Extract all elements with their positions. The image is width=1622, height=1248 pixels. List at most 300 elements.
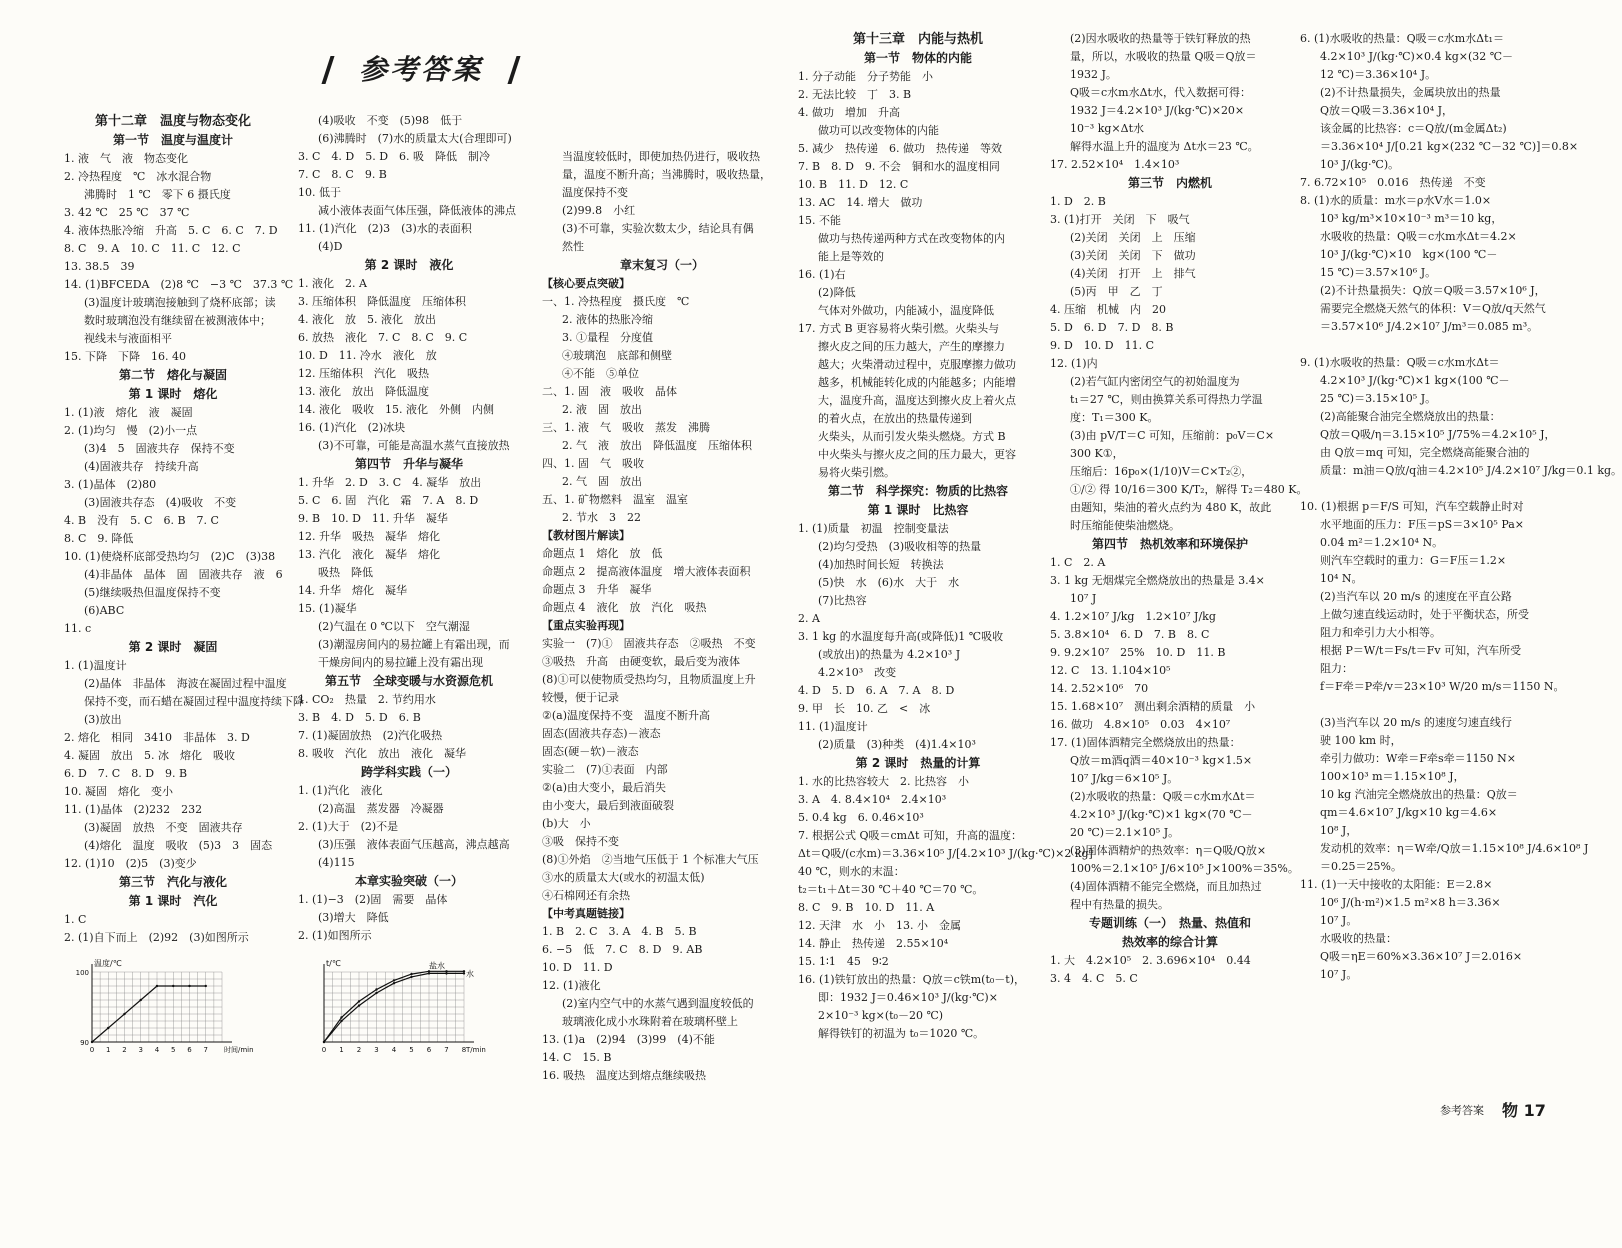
answer-line: 2. 冷热程度 ℃ 冰水混合物: [64, 170, 212, 183]
answer-line: 命题点 3 升华 凝华: [542, 583, 652, 596]
answer-line: 10⁴ N。: [1320, 572, 1363, 585]
answer-line: (b)大 小: [542, 817, 591, 830]
answer-line: 5. 3.8×10⁴ 6. D 7. B 8. C: [1050, 628, 1210, 641]
data-point: [140, 999, 142, 1001]
answer-line: ①/② 得 10/16＝300 K/T₂，解得 T₂＝480 K。: [1070, 483, 1308, 496]
answer-line: (7)比热容: [818, 594, 867, 607]
answer-line: 17. (1)固体酒精完全燃烧放出的热量：: [1050, 736, 1241, 749]
answer-line: 4.2×10³ J/(kg·℃)×1 kg×(70 ℃－: [1070, 808, 1253, 821]
data-point: [107, 1027, 109, 1029]
answer-line: 解得铁钉的初温为 t₀＝1020 ℃。: [818, 1027, 985, 1040]
answer-line: 7. C 8. C 9. B: [298, 168, 387, 181]
subsection-label: 【教材图片解读】: [542, 529, 630, 542]
answer-line: 2. 气 液 放出 降低温度 压缩体积: [562, 439, 752, 452]
answer-line: 9. 甲 长 10. 乙 < 冰: [798, 702, 931, 715]
answer-line: 1. (1)温度计: [64, 659, 127, 672]
section-heading: 第二节 科学探究：物质的比热容: [827, 484, 1008, 498]
answer-line: (4)固体酒精不能完全燃烧，而且加热过: [1070, 880, 1262, 893]
answer-line: ＝3.57×10⁶ J/4.2×10⁷ J/m³＝0.085 m³。: [1320, 320, 1539, 333]
answer-line: 然性: [562, 240, 584, 253]
y-tick-label: 100: [75, 969, 89, 977]
answer-line: 100×10³ m＝1.15×10⁸ J，: [1320, 770, 1465, 783]
x-tick-label: 2: [356, 1046, 362, 1054]
column-1: [64, 0, 304, 1248]
answer-line: 量，温度不断升高；当沸腾时，吸收热量，: [562, 168, 771, 181]
answer-line: [1300, 480, 1540, 498]
answer-line: 13. 38.5 39: [64, 260, 135, 273]
answer-line: 中火柴头与擦火皮之间的压力最大，更容: [818, 448, 1016, 461]
answer-line: 擦火皮之间的压力越大，产生的摩擦力: [818, 340, 1005, 353]
answer-line: (4)D: [318, 240, 343, 253]
answer-line: 玻璃液化成小水珠附着在玻璃杯壁上: [562, 1015, 738, 1028]
answer-line: (4)关闭 打开 上 排气: [1070, 267, 1196, 280]
answer-line: f＝F牵＝P牵/v＝23×10³ W/20 m/s＝1150 N。: [1320, 680, 1565, 693]
answer-line: 300 K①，: [1070, 447, 1124, 460]
answer-line: 气体对外做功，内能减小，温度降低: [818, 304, 994, 317]
x-tick-label: 5: [409, 1046, 414, 1054]
answer-line: ③吸 保持不变: [542, 835, 619, 848]
x-axis-label: T/min: [466, 1046, 486, 1054]
answer-line: (2)晶体 非晶体 海波在凝固过程中温度: [84, 677, 287, 690]
answer-line: ②(a)温度保持不变 温度不断升高: [542, 709, 711, 722]
answer-line: 14. 静止 热传递 2.55×10⁴: [798, 937, 949, 950]
x-tick-label: 8: [461, 1046, 467, 1054]
section-heading: 跨学科实践（一）: [360, 765, 457, 779]
answer-line: 10³ J/(kg·℃)。: [1320, 158, 1400, 171]
answer-line: 干燥房间内的易拉罐上没有霜出现: [318, 656, 483, 669]
data-point: [91, 1041, 93, 1043]
data-point: [323, 1041, 325, 1043]
x-tick-label: 6: [426, 1046, 432, 1054]
x-tick-label: 6: [187, 1046, 192, 1054]
answer-line: (8)①外焰 ②当地气压低于 1 个标准大气压: [542, 853, 759, 866]
data-point: [393, 979, 395, 981]
answer-line: (5)丙 甲 乙 丁: [1070, 285, 1163, 298]
answer-line: 1. C 2. A: [1050, 556, 1106, 569]
data-point: [445, 972, 447, 974]
answer-line: 12. (1)内: [1050, 357, 1098, 370]
answer-line: Q吸＝ηE＝60%×3.36×10⁷ J＝2.016×: [1320, 950, 1523, 963]
answer-line: (6)ABC: [84, 604, 125, 617]
answer-line: 1. D 2. B: [1050, 195, 1106, 208]
answer-line: 6. −5 低 7. C 8. D 9. AB: [542, 943, 703, 956]
answer-line: 1. (1)液 熔化 液 凝固: [64, 406, 193, 419]
answer-line: (2)水吸收的热量：Q吸＝c水m水Δt＝: [1070, 790, 1256, 803]
x-tick-label: 1: [339, 1046, 344, 1054]
x-tick-label: 0: [89, 1046, 95, 1054]
answer-line: 3. 1 kg 的水温度每升高(或降低)1 ℃吸收: [798, 630, 1004, 643]
column-5: [1050, 0, 1308, 1166]
section-heading: 第一节 物体的内能: [863, 51, 972, 65]
answer-line: 12. C 13. 1.104×10⁵: [1050, 664, 1171, 677]
answer-line: (5)快 水 (6)水 大于 水: [818, 576, 960, 589]
answer-line: 7. 根据公式 Q吸＝cmΔt 可知，升高的温度：: [798, 829, 1022, 842]
answer-line: 100%＝2.1×10⁵ J/6×10⁵ J×100%＝35%。: [1070, 862, 1299, 875]
answer-line: 火柴头，从而引发火柴头燃烧。方式 B: [818, 430, 1006, 443]
answer-line: 10. D 11. D: [542, 961, 613, 974]
answer-line: (2)不计热量损失，金属块放出的热量: [1320, 86, 1501, 99]
answer-line: 2×10⁻³ kg×(t₀－20 ℃): [818, 1009, 944, 1022]
answer-line: 5. C 6. 固 汽化 霜 7. A 8. D: [298, 494, 479, 507]
answer-line: 10. D 11. 冷水 液化 放: [298, 349, 437, 362]
footer-label: 参考答案: [1440, 1104, 1484, 1117]
answer-line: Q放＝Q吸＝3.36×10⁴ J，: [1320, 104, 1454, 117]
answer-line: (3)不可靠，实验次数太少，结论具有偶: [562, 222, 754, 235]
answer-line: 10. (1)根据 p＝F/S 可知，汽车空载静止时对: [1300, 500, 1524, 513]
answer-line: 0.04 m²＝1.2×10⁴ N。: [1320, 536, 1444, 549]
answer-line: 2. 无法比较 丁 3. B: [798, 88, 912, 101]
chart-2-svg: [298, 956, 498, 1056]
answer-line: 视线未与液面相平: [84, 332, 172, 345]
answer-line: [542, 112, 782, 130]
answer-line: 1. 液 气 液 物态变化: [64, 152, 188, 165]
answer-line: 8. C 9. B 10. D 11. A: [798, 901, 935, 914]
answer-line: 10⁸ J，: [1320, 824, 1358, 837]
data-point: [375, 988, 377, 990]
answer-line: 6. D 7. C 8. D 9. B: [64, 767, 188, 780]
section-heading: 热效率的综合计算: [1121, 935, 1218, 949]
answer-line: ④不能 ⑤单位: [562, 367, 639, 380]
answer-line: 7. 6.72×10⁵ 0.016 热传递 不变: [1300, 176, 1486, 189]
answer-line: 12. 升华 吸热 凝华 熔化: [298, 530, 440, 543]
section-heading: 专题训练（一） 热量、热值和: [1088, 916, 1251, 930]
answer-line: 15. (1)凝华: [298, 602, 357, 615]
answer-line: (3)潮湿房间内的易拉罐上有霜出现，而: [318, 638, 510, 651]
answer-line: 1. 液化 2. A: [298, 277, 367, 290]
answer-line: 16. (1)右: [798, 268, 846, 281]
answer-line: 需要完全燃烧天然气的体积：V＝Q放/q天然气: [1320, 302, 1546, 315]
answer-line: 15. 不能: [798, 214, 841, 227]
answer-line: 8. 吸收 汽化 放出 液化 凝华: [298, 747, 466, 760]
answer-line: 阻力：: [1320, 662, 1353, 675]
answer-line: 1. B 2. C 3. A 4. B 5. B: [542, 925, 697, 938]
answer-line: Δt＝Q吸/(c水m)＝3.36×10⁵ J/[4.2×10³ J/(kg·℃)×2 kg]: [798, 847, 1093, 860]
answer-line: 命题点 2 提高液体温度 增大液体表面积: [542, 565, 751, 578]
answer-line: 1. C: [64, 913, 87, 926]
chapter-heading: 第十三章 内能与热机: [852, 32, 983, 47]
answer-line: 8. (1)水的质量：m水＝ρ水V水＝1.0×: [1300, 194, 1492, 207]
answer-line: 做功与热传递两种方式在改变物体的内: [818, 232, 1005, 245]
answer-line: (4)吸收 不变 (5)98 低于: [318, 114, 463, 127]
answer-line: 1932 J。: [1070, 68, 1117, 81]
answer-line: 10 kg 汽油完全燃烧放出的热量：Q放＝: [1320, 788, 1518, 801]
y-tick-label: 90: [80, 1039, 89, 1047]
subsection-label: 【核心要点突破】: [542, 277, 630, 290]
x-tick-label: 4: [391, 1046, 397, 1054]
answer-line: 10. B 11. D 12. C: [798, 178, 909, 191]
data-point: [428, 970, 430, 972]
answer-line: 水平地面的压力：F压＝pS＝3×10⁵ Pa×: [1320, 518, 1525, 531]
answer-line: 1. (1)−3 (2)固 需要 晶体: [298, 893, 448, 906]
answer-line: 4.2×10³ J/(kg·℃)×1 kg×(100 ℃－: [1320, 374, 1510, 387]
answer-line: ＝0.25＝25%。: [1320, 860, 1402, 873]
answer-line: 11. (1)温度计: [798, 720, 868, 733]
page-footer: [1440, 1098, 1590, 1122]
data-point: [340, 1020, 342, 1022]
section-heading: 第 2 课时 液化: [364, 258, 454, 272]
data-point: [358, 1000, 360, 1002]
answer-line: (2)若气缸内密闭空气的初始温度为: [1070, 375, 1240, 388]
answer-line: 4. B 没有 5. C 6. B 7. C: [64, 514, 219, 527]
answer-line: 该金属的比热容：c＝Q放/(m金属Δt₂): [1320, 122, 1507, 135]
answer-line: 2. A: [798, 612, 820, 625]
answer-line: 5. 减少 热传递 6. 做功 热传递 等效: [798, 142, 1002, 155]
answer-line: 4. 做功 增加 升高: [798, 106, 900, 119]
section-heading: 第 2 课时 凝固: [128, 640, 218, 654]
answer-line: 8. C 9. A 10. C 11. C 12. C: [64, 242, 241, 255]
answer-line: (2)高温 蒸发器 冷凝器: [318, 802, 444, 815]
data-point: [123, 1013, 125, 1015]
answer-line: 4. 凝固 放出 5. 冰 熔化 吸收: [64, 749, 235, 762]
answer-line: 10⁶ J/(h·m²)×1.5 m²×8 h＝3.36×: [1320, 896, 1501, 909]
x-tick-label: 7: [203, 1046, 208, 1054]
data-point: [340, 1016, 342, 1018]
answer-line: 3. C 4. D 5. D 6. 吸 降低 制冷: [298, 150, 491, 163]
answer-line: (4)115: [318, 856, 355, 869]
answer-line: 2. (1)如图所示: [298, 929, 372, 942]
answer-line: (2)当汽车以 20 m/s 的速度在平直公路: [1320, 590, 1512, 603]
answer-line: (3)增大 降低: [318, 911, 389, 924]
section-heading: 第五节 全球变暖与水资源危机: [324, 674, 493, 688]
answer-line: 保持不变，而石蜡在凝固过程中温度持续下降: [84, 695, 304, 708]
answer-line: (或放出)的热量为 4.2×10³ J: [818, 648, 961, 661]
x-tick-label: 0: [321, 1046, 327, 1054]
answer-line: 11. (1)汽化 (2)3 (3)水的表面积: [298, 222, 472, 235]
answer-line: 14. (1)BFCEDA (2)8 ℃ −3 ℃ 37.3 ℃: [64, 278, 294, 291]
answer-line: ③吸热 升高 由硬变软，最后变为液体: [542, 655, 740, 668]
answer-line: (2)质量 (3)种类 (4)1.4×10³: [818, 738, 976, 751]
answer-line: 13. (1)a (2)94 (3)99 (4)不能: [542, 1033, 715, 1046]
data-point: [463, 970, 465, 972]
column-3: [542, 0, 782, 1248]
data-point: [428, 972, 430, 974]
answer-line: 10⁷ J: [1070, 592, 1097, 605]
answer-line: [542, 130, 782, 148]
answer-line: (3)压强 液体表面气压越高，沸点越高: [318, 838, 510, 851]
section-heading: 第 1 课时 熔化: [128, 387, 218, 401]
answer-line: 10. 低于: [298, 186, 341, 199]
data-point: [463, 972, 465, 974]
answer-line: 量，所以，水吸收的热量 Q吸＝Q放＝: [1070, 50, 1257, 63]
column-6: [1300, 0, 1622, 1166]
answer-line: (3)当汽车以 20 m/s 的速度匀速直线行: [1320, 716, 1512, 729]
answer-line: 7. (1)凝固放热 (2)汽化吸热: [298, 729, 443, 742]
answer-line: 12. (1)10 (2)5 (3)变少: [64, 857, 197, 870]
answer-line: 2. (1)大于 (2)不是: [298, 820, 399, 833]
answer-line: 减小液体表面气体压强，降低液体的沸点: [318, 204, 516, 217]
answer-line: 当温度较低时，即使加热仍进行，吸收热: [562, 150, 760, 163]
answer-line: 3. 42 ℃ 25 ℃ 37 ℃: [64, 206, 190, 219]
answer-line: 固态(硬－软)－液态: [542, 745, 639, 758]
section-heading: 章末复习（一）: [619, 258, 704, 272]
answer-line: 12. 压缩体积 汽化 吸热: [298, 367, 429, 380]
section-heading: 第三节 汽化与液化: [118, 875, 227, 889]
answer-line: (2)室内空气中的水蒸气遇到温度较低的: [562, 997, 754, 1010]
answer-line: 1. 大 4.2×10⁵ 2. 3.696×10⁴ 0.44: [1050, 954, 1251, 967]
answer-line: (2)降低: [818, 286, 856, 299]
answer-line: (3)固体酒精炉的热效率：η＝Q吸/Q放×: [1070, 844, 1267, 857]
answer-line: 4. 液体热胀冷缩 升高 5. C 6. C 7. D: [64, 224, 278, 237]
answer-line: 11. (1)晶体 (2)232 232: [64, 803, 203, 816]
answer-line: t₂＝t₁＋Δt＝30 ℃＋40 ℃＝70 ℃。: [798, 883, 984, 896]
answer-line: 实验二 (7)①表面 内部: [542, 763, 668, 776]
answer-line: 2. 液体的热胀冷缩: [562, 313, 653, 326]
section-heading: 本章实验突破（一）: [354, 874, 463, 888]
answer-line: 一、1. 冷热程度 摄氏度 ℃: [542, 295, 690, 308]
answer-line: 三、1. 液 气 吸收 蒸发 沸腾: [542, 421, 710, 434]
answer-line: (6)沸腾时 (7)水的质量太大(合理即可): [318, 132, 512, 145]
answer-line: ＝3.36×10⁴ J/[0.21 kg×(232 ℃－32 ℃)]＝0.8×: [1320, 140, 1579, 153]
answer-line: qm＝4.6×10⁷ J/kg×10 kg＝4.6×: [1320, 806, 1498, 819]
section-heading: 第 2 课时 热量的计算: [855, 756, 981, 770]
series-label: 盐水: [429, 961, 445, 971]
chapter-heading: 第十二章 温度与物态变化: [94, 114, 251, 129]
answer-line: 度：T₁＝300 K。: [1070, 411, 1159, 424]
answer-line: ④石棉网还有余热: [542, 889, 630, 902]
answer-line: 3. 1 kg 无烟煤完全燃烧放出的热量是 3.4×: [1050, 574, 1265, 587]
data-point: [445, 970, 447, 972]
data-point: [393, 982, 395, 984]
answer-line: 易将火柴引燃。: [818, 466, 895, 479]
answer-line: ②(a)由大变小，最后消失: [542, 781, 667, 794]
answer-line: 16. 做功 4.8×10⁵ 0.03 4×10⁷: [1050, 718, 1231, 731]
answer-line: 实验一 (7)① 固液共存态 ②吸热 不变: [542, 637, 756, 650]
answer-line: 6. (1)水吸收的热量：Q吸＝c水m水Δt₁＝: [1300, 32, 1504, 45]
answer-line: (4)固液共存 持续升高: [84, 460, 199, 473]
subsection-label: 【重点实验再现】: [542, 619, 630, 632]
data-point: [205, 985, 207, 987]
answer-line: 则汽车空载时的重力：G＝F压＝1.2×: [1320, 554, 1507, 567]
answer-line: 4.2×10³ 改变: [818, 666, 897, 679]
answer-line: 1. 水的比热容较大 2. 比热容 小: [798, 775, 969, 788]
section-heading: 第 1 课时 比热容: [867, 503, 969, 517]
answer-line: 3. 4 4. C 5. C: [1050, 972, 1138, 985]
answer-line: (2)关闭 关闭 上 压缩: [1070, 231, 1196, 244]
answer-line: 水吸收的热量：Q吸＝c水m水Δt＝4.2×: [1320, 230, 1517, 243]
answer-line: (4)加热时间长短 转换法: [818, 558, 944, 571]
answer-line: (5)继续吸热但温度保持不变: [84, 586, 221, 599]
answer-line: 水吸收的热量：: [1320, 932, 1397, 945]
answer-line: 固态(固液共存态)－液态: [542, 727, 661, 740]
answer-line: 5. D 6. D 7. D 8. B: [1050, 321, 1174, 334]
answer-line: 14. 液化 吸收 15. 液化 外侧 内侧: [298, 403, 494, 416]
answer-line: 15. 下降 下降 16. 40: [64, 350, 186, 363]
answer-line: 2. (1)自下而上 (2)92 (3)如图所示: [64, 931, 249, 944]
answer-line: 压缩后：16p₀×(1/10)V＝C×T₂②，: [1070, 465, 1253, 478]
answer-line: 时压缩能使柴油燃烧。: [1070, 519, 1180, 532]
answer-line: 14. C 15. B: [542, 1051, 612, 1064]
answer-line: 12 ℃)＝3.36×10⁴ J。: [1320, 68, 1437, 81]
answer-line: 1932 J＝4.2×10³ J/(kg·℃)×20×: [1070, 104, 1245, 117]
section-heading: 第四节 热机效率和环境保护: [1091, 537, 1248, 551]
answer-line: 2. 熔化 相同 3410 非晶体 3. D: [64, 731, 250, 744]
answer-line: 1. 升华 2. D 3. C 4. 凝华 放出: [298, 476, 482, 489]
answer-line: [1300, 696, 1540, 714]
answer-line: 15. 1.68×10⁷ 测出剩余酒精的质量 小: [1050, 700, 1256, 713]
answer-line: 五、1. 矿物燃料 温室 温室: [542, 493, 688, 506]
answer-line: 3. (1)打开 关闭 下 吸气: [1050, 213, 1190, 226]
answer-line: 10³ J/(kg·℃)×10 kg×(100 ℃－: [1320, 248, 1498, 261]
answer-line: 16. (1)铁钉放出的热量：Q放＝c铁m(t₀－t)，: [798, 973, 1026, 986]
answer-line: 16. (1)汽化 (2)冰块: [298, 421, 406, 434]
answer-line: Q吸＝c水m水Δt水，代入数据可得：: [1070, 86, 1251, 99]
x-tick-label: 1: [106, 1046, 111, 1054]
answer-line: 即：1932 J＝0.46×10³ J/(kg·℃)×: [818, 991, 998, 1004]
answer-line: 阻力和牵引力大小相等。: [1320, 626, 1441, 639]
data-point: [410, 976, 412, 978]
section-heading: 第二节 熔化与凝固: [118, 368, 227, 382]
answer-line: 越大；火柴滑动过程中，克服摩擦力做功: [818, 358, 1016, 371]
answer-line: 7. B 8. D 9. 不会 铜和水的温度相同: [798, 160, 1000, 173]
answer-line: 3. 压缩体积 降低温度 压缩体积: [298, 295, 466, 308]
data-point: [156, 985, 158, 987]
x-axis-label: 时间/min: [224, 1046, 254, 1054]
chart-1-svg: [66, 956, 256, 1056]
section-heading: 第四节 升华与凝华: [354, 457, 463, 471]
answer-line: 9. 9.2×10⁷ 25% 10. D 11. B: [1050, 646, 1226, 659]
x-tick-label: 3: [138, 1046, 143, 1054]
x-tick-label: 4: [154, 1046, 160, 1054]
answer-line: 15. 1∶1 45 9∶2: [798, 955, 889, 968]
answer-line: (2)均匀受热 (3)吸收相等的热量: [818, 540, 982, 553]
answer-line: 2. 气 固 放出: [562, 475, 642, 488]
answer-line: 11. c: [64, 622, 92, 635]
answer-line: 2. 液 固 放出: [562, 403, 642, 416]
answer-line: (2)气温在 0 ℃以下 空气潮湿: [318, 620, 470, 633]
answer-line: 命题点 1 熔化 放 低: [542, 547, 663, 560]
answer-line: 二、1. 固 液 吸收 晶体: [542, 385, 677, 398]
answer-line: (8)①可以使物质受热均匀，且物质温度上升: [542, 673, 756, 686]
answer-line: 16. 吸热 温度达到熔点继续吸热: [542, 1069, 706, 1082]
section-heading: 第一节 温度与温度计: [112, 133, 233, 147]
data-point: [358, 1004, 360, 1006]
answer-line: 13. 汽化 液化 凝华 熔化: [298, 548, 440, 561]
answer-line: 4. D 5. D 6. A 7. A 8. D: [798, 684, 955, 697]
answer-line: 14. 升华 熔化 凝华: [298, 584, 407, 597]
section-heading: 第 1 课时 汽化: [128, 894, 218, 908]
answer-line: 3. (1)晶体 (2)80: [64, 478, 157, 491]
answer-line: 数时玻璃泡没有继续留在被测液体中；: [84, 314, 271, 327]
answer-line: (3)4 5 固液共存 保持不变: [84, 442, 235, 455]
data-point: [172, 985, 174, 987]
x-tick-label: 2: [122, 1046, 127, 1054]
answer-line: 质量：m油＝Q放/q油＝4.2×10⁵ J/4.2×10⁷ J/kg＝0.1 kg。: [1320, 464, 1622, 477]
x-tick-label: 5: [171, 1046, 176, 1054]
series-label: 水: [466, 969, 474, 979]
answer-line: (3)凝固 放热 不变 固液共存: [84, 821, 243, 834]
answer-line: [1300, 336, 1540, 354]
answer-line: 10. (1)使烧杯底部受热均匀 (2)C (3)38: [64, 550, 276, 563]
subsection-label: 【中考真题链接】: [542, 907, 630, 920]
answer-line: 温度保持不变: [562, 186, 628, 199]
answer-line: 12. 天津 水 小 13. 小 金属: [798, 919, 961, 932]
answer-line: 越多，机械能转化成的内能越多；内能增: [818, 376, 1016, 389]
answer-line: (3)固液共存态 (4)吸收 不变: [84, 496, 237, 509]
answer-line: 20 ℃)＝2.1×10⁵ J。: [1070, 826, 1180, 839]
page-number: 物 17: [1502, 1101, 1546, 1120]
answer-line: t₁＝27 ℃，则由换算关系可得热力学温: [1070, 393, 1263, 406]
answer-line: 沸腾时 1 ℃ 零下 6 摄氏度: [84, 188, 231, 201]
heating-temperature-chart: [66, 956, 256, 1056]
answer-line: 12. (1)液化: [542, 979, 601, 992]
answer-line: 牵引力做功：W牵＝F牵s牵＝1150 N×: [1320, 752, 1516, 765]
answer-line: 4.2×10³ J/(kg·℃)×0.4 kg×(32 ℃－: [1320, 50, 1514, 63]
answer-line: 的着火点，在放出的热量传递到: [818, 412, 972, 425]
answer-line: 10⁷ J/kg＝6×10⁵ J。: [1070, 772, 1179, 785]
answer-line: ④玻璃泡 底部和侧壁: [562, 349, 672, 362]
answer-line: 10⁷ J。: [1320, 968, 1358, 981]
answer-line: 命题点 4 液化 放 汽化 吸热: [542, 601, 707, 614]
